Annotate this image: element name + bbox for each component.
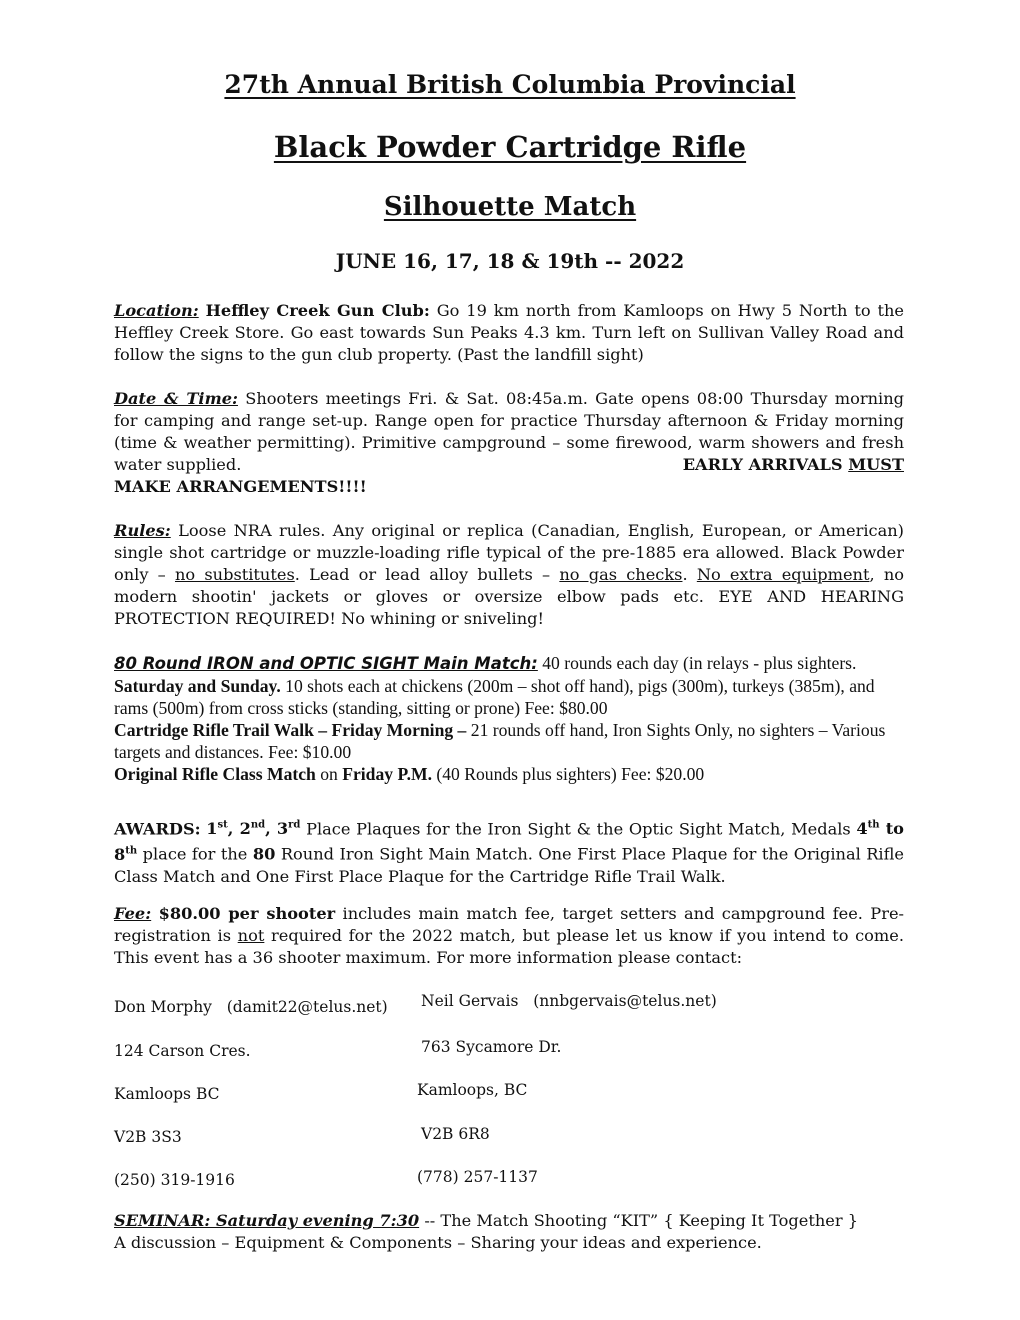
main-match-days: Saturday and Sunday. xyxy=(114,676,281,696)
location-section xyxy=(114,300,904,366)
contact-2-name: Neil Gervais (nnbgervais@telus.net) xyxy=(421,992,717,1010)
original-rifle-label: Original Rifle Class Match xyxy=(114,764,316,784)
date-time-section xyxy=(114,388,904,498)
location-label: Location: xyxy=(114,301,199,320)
contact-1-email: (damit22@telus.net) xyxy=(226,998,388,1016)
rules-text-1: Loose NRA rules. Any original or replica (Canadian, English, European, or American) single shot cartridge or muzzle-loading rifle typical of the pre-1885 era allowed. Black Powder only – xyxy=(114,521,904,584)
rules-section xyxy=(114,520,904,630)
location-text: Go 19 km north from Kamloops on Hwy 5 North to the Heffley Creek Store. Go east towards Sun Peaks 4.3 km. Turn left on Sullivan Valley Road and follow the signs to the gun club property. (Past the landfill sight) xyxy=(114,301,905,364)
contact-2-street: 763 Sycamore Dr. xyxy=(421,1038,562,1056)
fee-text-2: required for the 2022 match, but please let us know if you intend to come. This event has a 36 shooter maximum. For more information please contact: xyxy=(114,926,904,967)
contact-2-email: (nnbgervais@telus.net) xyxy=(533,992,717,1010)
seminar-section xyxy=(114,1210,904,1254)
main-match-section xyxy=(114,652,904,785)
main-match-text-1: 40 rounds each day (in relays - plus sighters. xyxy=(542,653,857,673)
location-club: Heffley Creek Gun Club: xyxy=(205,301,430,320)
rules-no-substitutes: no substitutes xyxy=(174,565,295,584)
fee-not: not xyxy=(237,926,265,945)
awards-text-2: place for the xyxy=(142,844,248,864)
trail-walk-label: Cartridge Rifle Trail Walk – Friday Morning – xyxy=(114,720,467,740)
rules-no-extra-equipment: No extra equipment xyxy=(696,565,870,584)
contact-1-street: 124 Carson Cres. xyxy=(114,1042,251,1060)
rules-no-gas-checks: no gas checks xyxy=(559,565,683,584)
awards-80: 80 xyxy=(252,844,276,864)
fee-amount: $80.00 per shooter xyxy=(158,904,336,923)
seminar-text-2: A discussion – Equipment & Components – Sharing your ideas and experience. xyxy=(114,1233,762,1252)
rules-text-3: . xyxy=(682,565,688,584)
contact-1-name: Don Morphy (damit22@telus.net) xyxy=(114,998,388,1016)
fee-label: Fee: xyxy=(114,904,152,923)
title-line-2: Black Powder Cartridge Rifle xyxy=(273,130,747,164)
rules-text-2: . Lead or lead alloy bullets – xyxy=(294,565,551,584)
awards-section: AWARDS: 1st, 2nd, 3rd Place Plaques for the Iron Sight & the Optic Sight Match, Medals 4th to 8th place for the 80 Round Iron Sight Main Match. One First Place Plaque for the Original Rifle Class Match and One First Place Plaque for the Cartridge Rifle Trail Walk. xyxy=(114,819,904,886)
contact-1-postal: V2B 3S3 xyxy=(114,1128,182,1146)
main-match-text-2: 10 shots each at chickens (200m – shot off hand), pigs (300m), turkeys (385m), and rams (500m) from cross sticks (standing, sitting or prone) Fee: $80.00 xyxy=(114,676,875,718)
awards-text-1: Place Plaques for the Iron Sight & the Optic Sight Match, Medals xyxy=(306,819,851,839)
contact-1-city: Kamloops BC xyxy=(114,1085,220,1103)
contact-1-phone: (250) 319-1916 xyxy=(114,1171,235,1189)
rules-label: Rules: xyxy=(114,521,171,540)
awards-label: AWARDS: xyxy=(114,819,201,839)
rules-text-4: , no modern shootin' jackets or gloves or oversize elbow pads etc. EYE AND HEARING PROTECTION REQUIRED! No whining or sniveling! xyxy=(114,565,904,628)
trail-walk-text: 21 rounds off hand, Iron Sights Only, no sighters – Various targets and distances. Fee: $10.00 xyxy=(114,720,886,762)
fee-section xyxy=(114,903,904,969)
early-arrivals-note: EARLY ARRIVALS MUST xyxy=(682,455,904,474)
main-match-label: 80 Round IRON and OPTIC SIGHT Main Match: xyxy=(114,654,538,673)
seminar-text-1: -- The Match Shooting “KIT” { Keeping It Together } xyxy=(424,1211,859,1230)
date-time-label: Date & Time: xyxy=(114,389,238,408)
original-rifle-on: on xyxy=(320,764,338,784)
early-arrivals-note-2: MAKE ARRANGEMENTS!!!! xyxy=(114,477,367,496)
original-rifle-when: Friday P.M. xyxy=(342,764,432,784)
contact-2-postal: V2B 6R8 xyxy=(421,1125,490,1143)
fee-text-1: includes main match fee, target setters and campground fee. Pre-registration is xyxy=(114,904,904,945)
contact-2-city: Kamloops, BC xyxy=(417,1081,528,1099)
date-time-text: Shooters meetings Fri. & Sat. 08:45a.m. Gate opens 08:00 Thursday morning for camping and range set-up. Range open for practice Thursday afternoon & Friday morning (time & weather permitting). Primitive campground – some firewood, warm showers and fresh water supplied. xyxy=(114,389,904,474)
awards-text-3: Round Iron Sight Main Match. One First Place Plaque for the Original Rifle Class Match and One First Place Plaque for the Cartridge Rifle Trail Walk. xyxy=(114,844,904,886)
event-dates: JUNE 16, 17, 18 & 19th -- 2022 xyxy=(335,249,685,273)
original-rifle-text: (40 Rounds plus sighters) Fee: $20.00 xyxy=(436,764,705,784)
seminar-label: SEMINAR: Saturday evening 7:30 xyxy=(114,1211,420,1230)
title-line-1: 27th Annual British Columbia Provincial xyxy=(224,70,796,99)
contact-2-phone: (778) 257-1137 xyxy=(417,1168,538,1186)
title-line-3: Silhouette Match xyxy=(383,192,637,222)
